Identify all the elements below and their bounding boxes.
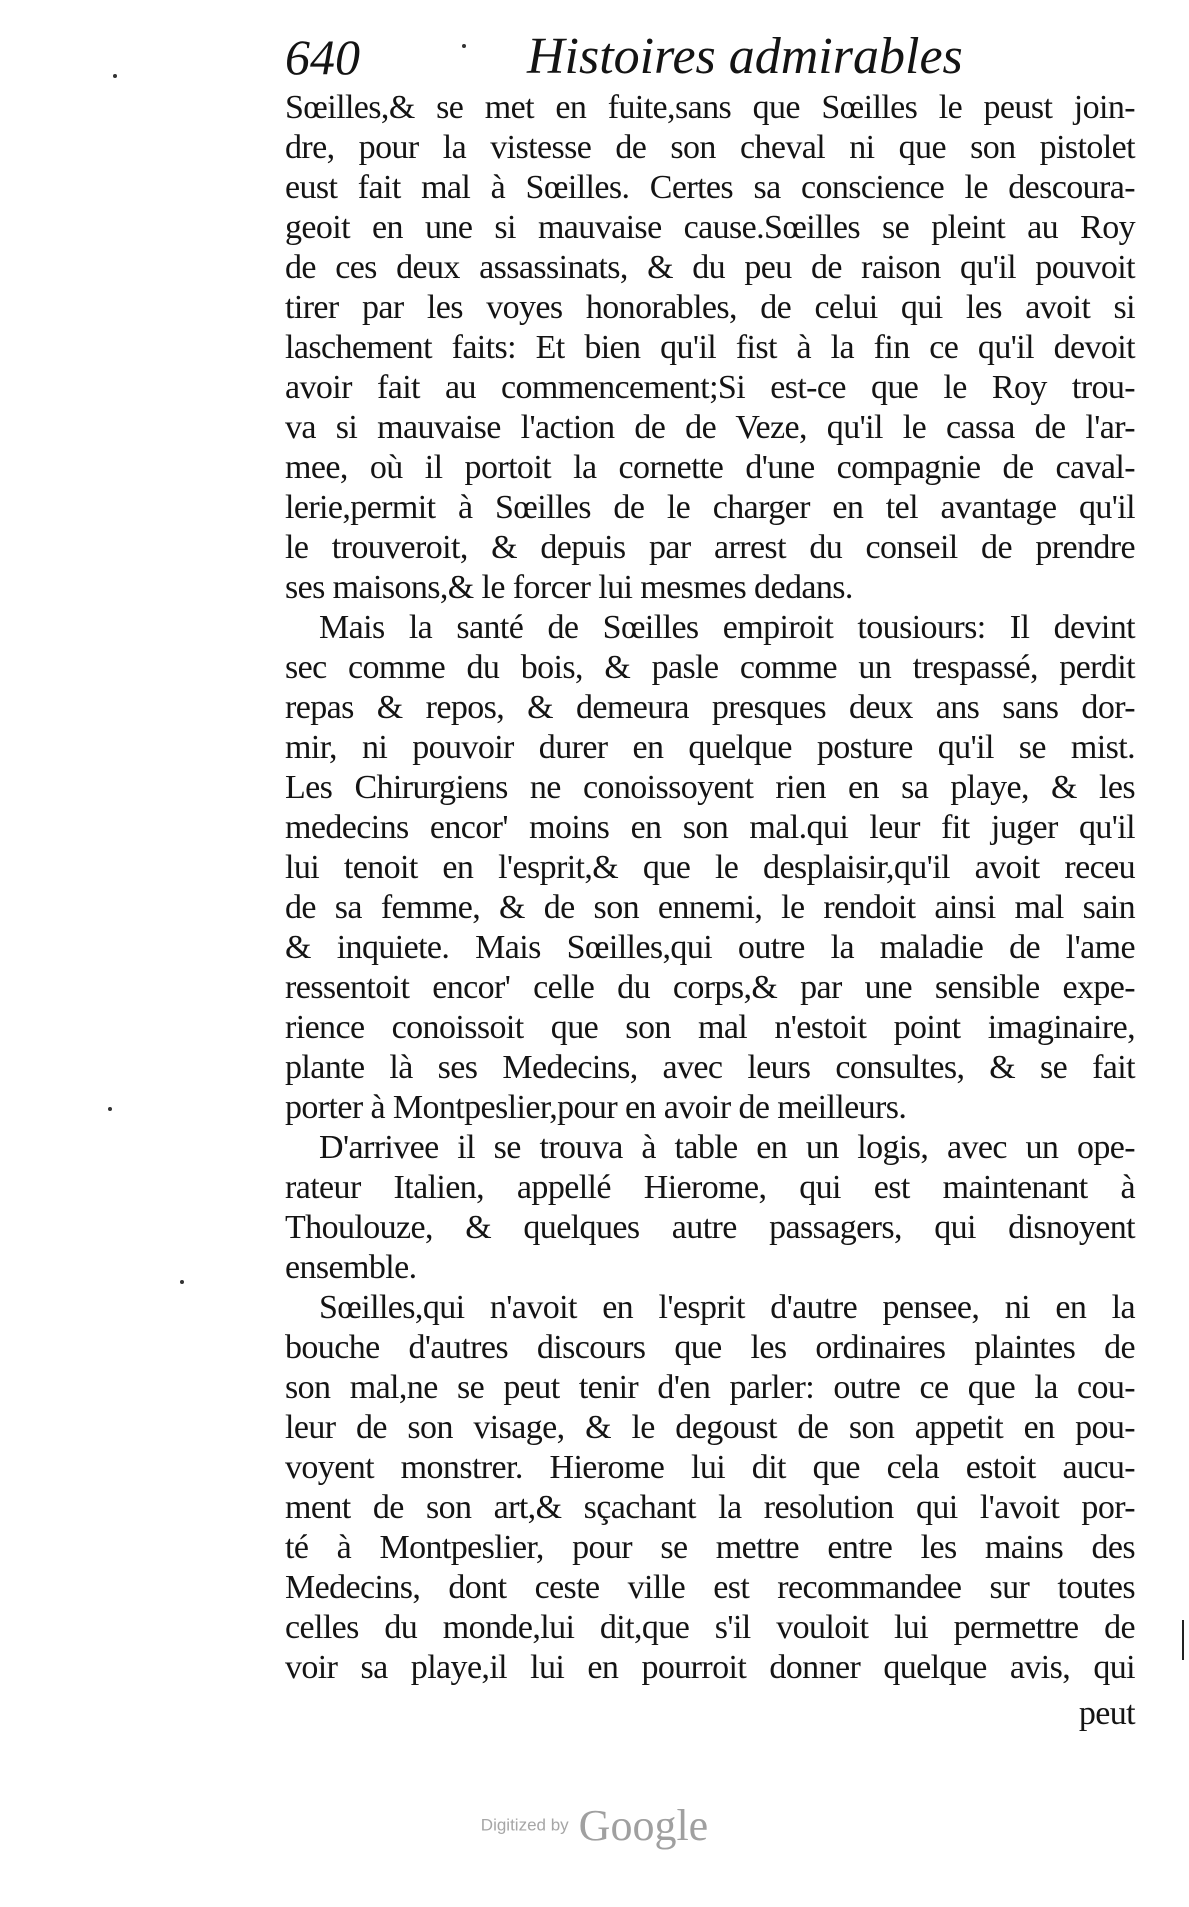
scan-speck bbox=[180, 1280, 184, 1284]
text-line: ressentoit encor' celle du corps,& par une sensible expe- bbox=[285, 969, 1135, 1006]
text-line: va si mauvaise l'action de de Veze, qu'il le cassa de l'ar- bbox=[285, 409, 1135, 446]
text-line: Les Chirurgiens ne conoissoyent rien en sa playe, & les bbox=[285, 769, 1135, 806]
text-line: ensemble. bbox=[285, 1249, 417, 1286]
scan-edge-mark bbox=[1182, 1620, 1184, 1660]
text-line: porter à Montpeslier,pour en avoir de meilleurs. bbox=[285, 1089, 907, 1126]
paragraph-2 bbox=[285, 608, 1135, 1128]
text-line: sec comme du bois, & pasle comme un trespassé, perdit bbox=[285, 649, 1135, 686]
page-number: 640 bbox=[285, 29, 360, 85]
text-line: D'arrivee il se trouva à table en un logis, avec un ope- bbox=[319, 1129, 1135, 1166]
text-line: voyent monstrer. Hierome lui dit que cela estoit aucu- bbox=[285, 1449, 1135, 1486]
catchword: peut bbox=[1078, 1695, 1135, 1732]
text-line: mir, ni pouvoir durer en quelque posture qu'il se mist. bbox=[285, 729, 1135, 766]
text-line: rateur Italien, appellé Hierome, qui est maintenant à bbox=[285, 1169, 1135, 1206]
scan-speck bbox=[462, 44, 466, 48]
body-text bbox=[285, 88, 1135, 1734]
digitized-by-label: Digitized by bbox=[480, 1815, 569, 1835]
text-line: ment de son art,& sçachant la resolution qui l'avoit por- bbox=[285, 1489, 1135, 1526]
text-line: Medecins, dont ceste ville est recommandee sur toutes bbox=[285, 1569, 1135, 1606]
text-line: ses maisons,& le forcer lui mesmes dedans. bbox=[285, 569, 853, 606]
text-line: laschement faits: Et bien qu'il fist à la fin ce qu'il devoit bbox=[285, 329, 1135, 366]
text-line: medecins encor' moins en son mal.qui leur fit juger qu'il bbox=[285, 809, 1135, 846]
page-header bbox=[285, 22, 963, 92]
text-line: leur de son visage, & le degoust de son appetit en pou- bbox=[285, 1409, 1135, 1446]
text-line: té à Montpeslier, pour se mettre entre les mains des bbox=[285, 1529, 1135, 1566]
text-line: eust fait mal à Sœilles. Certes sa conscience le descoura- bbox=[285, 169, 1135, 206]
text-line: voir sa playe,il lui en pourroit donner quelque avis, qui bbox=[285, 1649, 1135, 1686]
text-line: bouche d'autres discours que les ordinaires plaintes de bbox=[285, 1329, 1135, 1366]
text-line: plante là ses Medecins, avec leurs consultes, & se fait bbox=[285, 1049, 1135, 1086]
text-line: repas & repos, & demeura presques deux ans sans dor- bbox=[285, 689, 1135, 726]
text-line: lui tenoit en l'esprit,& que le desplaisir,qu'il avoit receu bbox=[285, 849, 1135, 886]
paragraph-4 bbox=[285, 1288, 1135, 1688]
text-line: rience conoissoit que son mal n'estoit point imaginaire, bbox=[285, 1009, 1135, 1046]
scan-speck bbox=[108, 1107, 112, 1111]
text-line: dre, pour la vistesse de son cheval ni que son pistolet bbox=[285, 129, 1135, 166]
text-line: lerie,permit à Sœilles de le charger en tel avantage qu'il bbox=[285, 489, 1135, 526]
text-line: & inquiete. Mais Sœilles,qui outre la maladie de l'ame bbox=[285, 929, 1135, 966]
text-line: avoir fait au commencement;Si est-ce que le Roy trou- bbox=[285, 369, 1135, 406]
text-line: Thoulouze, & quelques autre passagers, qui disnoyent bbox=[285, 1209, 1135, 1246]
text-line: geoit en une si mauvaise cause.Sœilles se pleint au Roy bbox=[285, 209, 1135, 246]
text-line: Sœilles,& se met en fuite,sans que Sœilles le peust join- bbox=[285, 89, 1135, 126]
text-line: mee, où il portoit la cornette d'une compagnie de caval- bbox=[285, 449, 1135, 486]
google-logo: Google bbox=[578, 1801, 709, 1850]
text-line: son mal,ne se peut tenir d'en parler: outre ce que la cou- bbox=[285, 1369, 1135, 1406]
text-line: de ces deux assassinats, & du peu de raison qu'il pouvoit bbox=[285, 249, 1135, 286]
paragraph-3 bbox=[285, 1128, 1135, 1288]
scan-speck bbox=[113, 74, 117, 78]
running-title: Histoires admirables bbox=[527, 28, 963, 85]
text-line: le trouveroit, & depuis par arrest du conseil de prendre bbox=[285, 529, 1135, 566]
text-line: de sa femme, & de son ennemi, le rendoit ainsi mal sain bbox=[285, 889, 1135, 926]
digitization-watermark bbox=[0, 1800, 1189, 1851]
text-line: Mais la santé de Sœilles empiroit tousiours: Il devint bbox=[319, 609, 1135, 646]
text-line: Sœilles,qui n'avoit en l'esprit d'autre pensee, ni en la bbox=[319, 1289, 1135, 1326]
text-line: tirer par les voyes honorables, de celui qui les avoit si bbox=[285, 289, 1135, 326]
paragraph-1 bbox=[285, 88, 1135, 608]
text-line: celles du monde,lui dit,que s'il vouloit lui permettre de bbox=[285, 1609, 1135, 1646]
